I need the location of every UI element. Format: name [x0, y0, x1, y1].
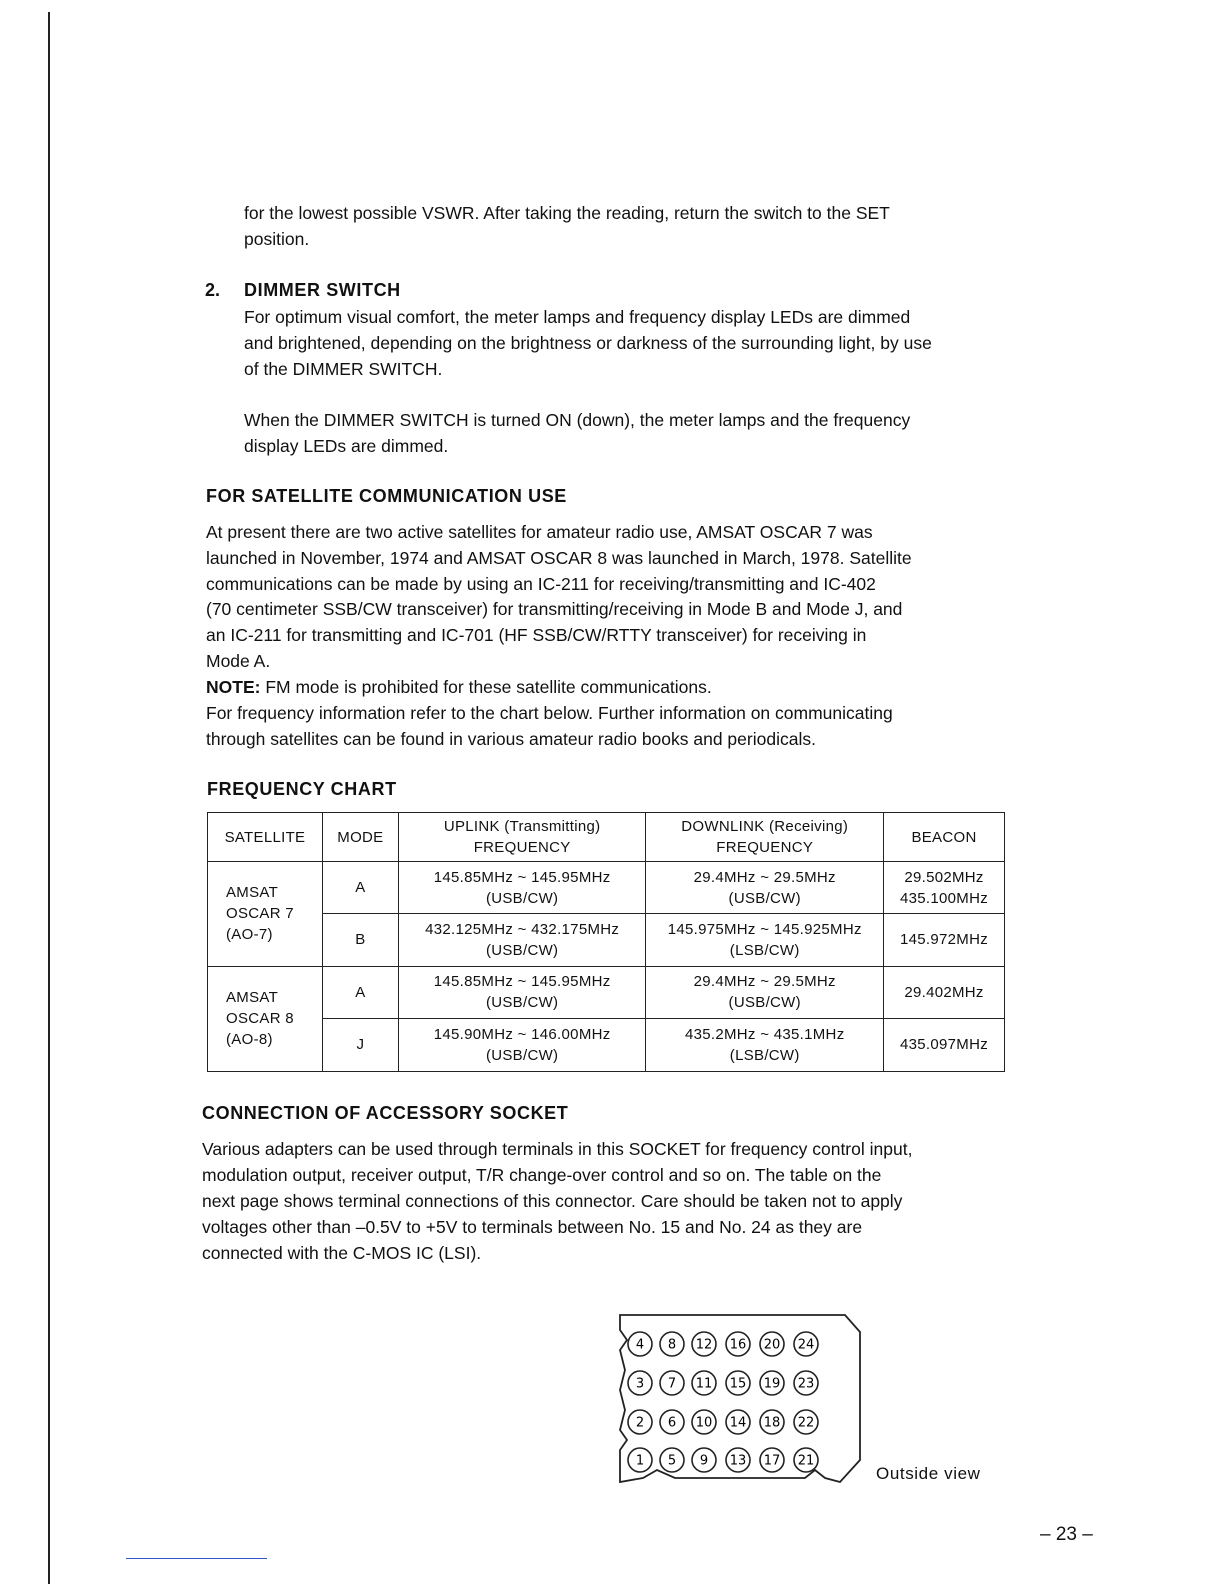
accessory-para-line: next page shows terminal connections of this connector. Care should be taken not to apply: [202, 1191, 903, 1211]
mode-cell: A: [322, 966, 398, 1018]
accessory-para-line: connected with the C-MOS IC (LSI).: [202, 1243, 482, 1263]
chart-header-row: [208, 813, 1005, 862]
table-row: [208, 914, 1005, 966]
socket-pin-label: 9: [699, 1453, 709, 1469]
page-number: – 23 –: [1040, 1524, 1093, 1545]
table-row: [208, 1018, 1005, 1071]
mode-cell: J: [322, 1018, 398, 1071]
satellite-note: [206, 675, 1004, 701]
mode-cell: A: [322, 862, 398, 914]
mode-cell: B: [322, 914, 398, 966]
accessory-title: CONNECTION OF ACCESSORY SOCKET: [202, 1103, 569, 1123]
downlink-cell: 435.2MHz ~ 435.1MHz (LSB/CW): [646, 1018, 884, 1071]
satellite-para-line: an IC-211 for transmitting and IC-701 (HF SSB/CW/RTTY transceiver) for receiving in: [206, 625, 867, 645]
table-row: [208, 862, 1005, 914]
dimmer-para1-line: For optimum visual comfort, the meter lamps and frequency display LEDs are dimmed: [244, 307, 911, 327]
socket-pin-label: 4: [635, 1337, 645, 1353]
header-uplink: UPLINK (Transmitting) FREQUENCY: [398, 813, 646, 862]
table-row: [208, 966, 1005, 1018]
socket-pin-label: 6: [667, 1415, 677, 1431]
note-text: FM mode is prohibited for these satellite communications.: [260, 677, 712, 697]
accessory-socket-diagram: [615, 1310, 865, 1490]
socket-pin-label: 18: [763, 1415, 781, 1431]
socket-pin-label: 14: [729, 1415, 747, 1431]
socket-pin-label: 3: [635, 1376, 645, 1392]
dimmer-title: DIMMER SWITCH: [244, 280, 401, 300]
accessory-para-line: voltages other than –0.5V to +5V to terminals between No. 15 and No. 24 as they are: [202, 1217, 863, 1237]
note-label: NOTE:: [206, 677, 261, 697]
socket-pin-label: 11: [695, 1376, 713, 1392]
socket-pin-label: 16: [729, 1337, 747, 1353]
frequency-chart: [207, 812, 1005, 1072]
downlink-cell: 145.975MHz ~ 145.925MHz (LSB/CW): [646, 914, 884, 966]
beacon-cell: 145.972MHz: [884, 914, 1005, 966]
header-downlink: DOWNLINK (Receiving) FREQUENCY: [646, 813, 884, 862]
socket-pin-label: 21: [797, 1453, 815, 1469]
left-margin-rule: [48, 12, 50, 1584]
socket-pin-label: 20: [763, 1337, 781, 1353]
socket-pin-label: 17: [763, 1453, 781, 1469]
uplink-cell: 145.90MHz ~ 146.00MHz (USB/CW): [398, 1018, 646, 1071]
dimmer-para1-line: of the DIMMER SWITCH.: [244, 359, 443, 379]
socket-pin-label: 13: [729, 1453, 747, 1469]
socket-pin-label: 7: [667, 1376, 677, 1392]
socket-pin-label: 12: [695, 1337, 713, 1353]
socket-pin-label: 10: [695, 1415, 713, 1431]
dimmer-para2-line: display LEDs are dimmed.: [244, 436, 449, 456]
socket-pin-label: 5: [667, 1453, 677, 1469]
socket-caption: Outside view: [876, 1464, 981, 1483]
satellite-para-line: Mode A.: [206, 651, 271, 671]
dimmer-para2-line: When the DIMMER SWITCH is turned ON (down), the meter lamps and the frequency: [244, 410, 911, 430]
header-mode: MODE: [322, 813, 398, 862]
intro-line-1: for the lowest possible VSWR. After taking the reading, return the switch to the SET: [244, 203, 890, 223]
satellite-cell: AMSAT OSCAR 7 (AO-7): [208, 862, 323, 966]
dimmer-para1-line: and brightened, depending on the brightness or darkness of the surrounding light, by use: [244, 333, 932, 353]
uplink-cell: 432.125MHz ~ 432.175MHz (USB/CW): [398, 914, 646, 966]
uplink-cell: 145.85MHz ~ 145.95MHz (USB/CW): [398, 862, 646, 914]
intro-line-2: position.: [244, 229, 310, 249]
satellite-para-line: At present there are two active satellites for amateur radio use, AMSAT OSCAR 7 was: [206, 522, 873, 542]
chart-title: FREQUENCY CHART: [207, 779, 397, 799]
dimmer-number: 2.: [205, 280, 221, 300]
satellite-para-line: communications can be made by using an IC-211 for receiving/transmitting and IC-402: [206, 574, 876, 594]
satellite-title: FOR SATELLITE COMMUNICATION USE: [206, 486, 567, 506]
socket-pin-label: 23: [797, 1376, 815, 1392]
socket-pin-label: 19: [763, 1376, 781, 1392]
accessory-para-line: modulation output, receiver output, T/R change-over control and so on. The table on the: [202, 1165, 882, 1185]
uplink-cell: 145.85MHz ~ 145.95MHz (USB/CW): [398, 966, 646, 1018]
accessory-para-line: Various adapters can be used through terminals in this SOCKET for frequency control input,: [202, 1139, 913, 1159]
socket-pin-label: 8: [667, 1337, 677, 1353]
socket-pin-label: 22: [797, 1415, 815, 1431]
satellite-cell: AMSAT OSCAR 8 (AO-8): [208, 966, 323, 1071]
socket-pin-label: 24: [797, 1337, 815, 1353]
downlink-cell: 29.4MHz ~ 29.5MHz (USB/CW): [646, 862, 884, 914]
satellite-para-line: (70 centimeter SSB/CW transceiver) for transmitting/receiving in Mode B and Mode J, and: [206, 599, 903, 619]
beacon-cell: 29.402MHz: [884, 966, 1005, 1018]
socket-pin-label: 1: [635, 1453, 645, 1469]
socket-pin-label: 15: [729, 1376, 747, 1392]
socket-pins: [628, 1332, 818, 1472]
satellite-para-line: launched in November, 1974 and AMSAT OSCAR 8 was launched in March, 1978. Satellite: [206, 548, 912, 568]
satellite-para2-line: For frequency information refer to the chart below. Further information on communicating: [206, 703, 893, 723]
header-satellite: SATELLITE: [208, 813, 323, 862]
socket-pin-label: 2: [635, 1415, 645, 1431]
header-beacon: BEACON: [884, 813, 1005, 862]
beacon-cell: 29.502MHz 435.100MHz: [884, 862, 1005, 914]
footer-rule: [126, 1558, 267, 1559]
downlink-cell: 29.4MHz ~ 29.5MHz (USB/CW): [646, 966, 884, 1018]
satellite-para2-line: through satellites can be found in various amateur radio books and periodicals.: [206, 729, 816, 749]
beacon-cell: 435.097MHz: [884, 1018, 1005, 1071]
